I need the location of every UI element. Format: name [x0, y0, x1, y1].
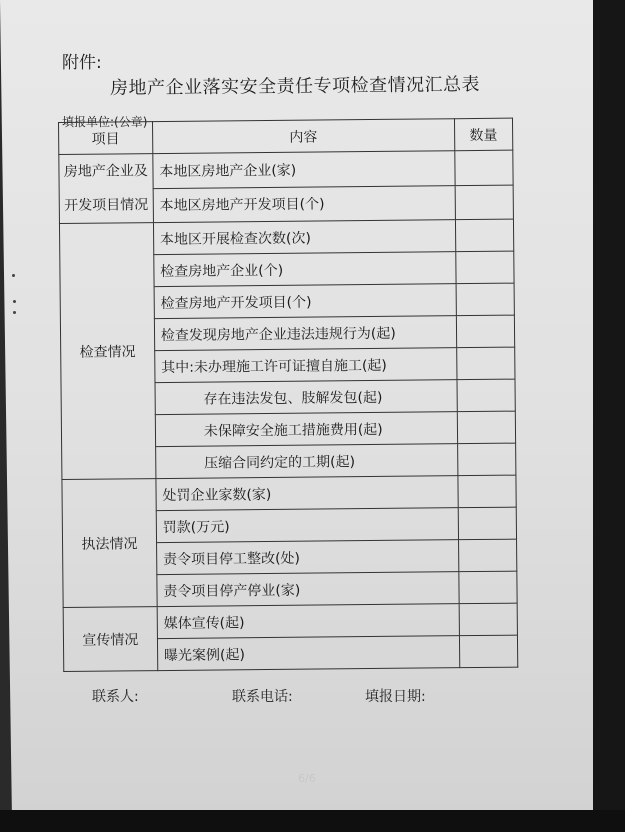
group-label-line: 开发项目情况 — [64, 197, 149, 214]
table-row — [59, 150, 513, 189]
row-label: 本地区房地产企业(家) — [153, 151, 455, 188]
row-label: 存在违法发包、肢解发包(起) — [155, 380, 457, 415]
attachment-label: 附件: — [62, 53, 102, 73]
row-label: 检查房地产企业(个) — [154, 252, 456, 287]
contact-phone-label: 联系电话: — [232, 689, 293, 705]
row-label: 曝光案例(起) — [157, 636, 459, 671]
row-label: 责令项目停产停业(家) — [157, 572, 459, 607]
column-header-item: 项目 — [59, 122, 153, 155]
paper-speck — [13, 300, 16, 303]
row-label: 其中:未办理施工许可证擅自施工(起) — [155, 348, 457, 383]
paper-speck — [12, 274, 15, 277]
column-header-quantity: 数量 — [454, 118, 513, 151]
table-header-row — [59, 118, 513, 154]
row-label: 未保障安全施工措施费用(起) — [155, 412, 457, 447]
quantity-cell — [459, 635, 518, 668]
quantity-cell — [458, 507, 517, 540]
quantity-cell — [455, 251, 514, 284]
group-label-inspection: 检查情况 — [59, 223, 155, 480]
quantity-cell — [456, 347, 515, 380]
summary-table — [58, 118, 518, 672]
table-row — [59, 219, 513, 255]
row-label: 检查发现房地产企业违法违规行为(起) — [154, 316, 456, 351]
quantity-cell — [459, 603, 518, 636]
row-label: 罚款(万元) — [156, 508, 458, 543]
quantity-cell — [456, 315, 515, 348]
background-bottom — [0, 810, 625, 832]
row-label: 检查房地产开发项目(个) — [154, 284, 456, 319]
quantity-cell — [456, 379, 515, 412]
table-row — [63, 603, 517, 639]
quantity-cell — [458, 571, 517, 604]
background-edge — [593, 0, 625, 832]
group-label-enterprise — [59, 154, 153, 224]
row-label: 责令项目停工整改(处) — [156, 540, 458, 575]
group-label-enforcement: 执法情况 — [62, 479, 157, 608]
quantity-cell — [457, 411, 516, 444]
quantity-cell — [454, 150, 513, 185]
quantity-cell — [455, 219, 514, 252]
group-label-publicity: 宣传情况 — [63, 607, 157, 672]
reporting-unit-label: 填报单位:(公章) — [62, 115, 148, 129]
quantity-cell — [458, 539, 517, 572]
quantity-cell — [457, 475, 516, 508]
quantity-cell — [457, 443, 516, 476]
fill-date-label: 填报日期: — [365, 689, 426, 705]
page-title: 房地产企业落实安全责任专项检查情况汇总表 — [109, 74, 481, 99]
row-label: 压缩合同约定的工期(起) — [155, 444, 457, 479]
quantity-cell — [455, 185, 514, 220]
group-label-line: 房地产企业及 — [63, 163, 148, 180]
column-header-content: 内容 — [152, 119, 454, 154]
contact-person-label: 联系人: — [92, 689, 139, 705]
row-label: 本地区房地产开发项目(个) — [153, 185, 455, 222]
quantity-cell — [456, 283, 515, 316]
row-label: 本地区开展检查次数(次) — [153, 220, 455, 255]
row-label: 媒体宣传(起) — [157, 604, 459, 639]
page-indicator: 6/6 — [298, 772, 316, 785]
row-label: 处罚企业家数(家) — [156, 476, 458, 511]
paper-speck — [13, 311, 16, 314]
table-row — [62, 475, 516, 511]
